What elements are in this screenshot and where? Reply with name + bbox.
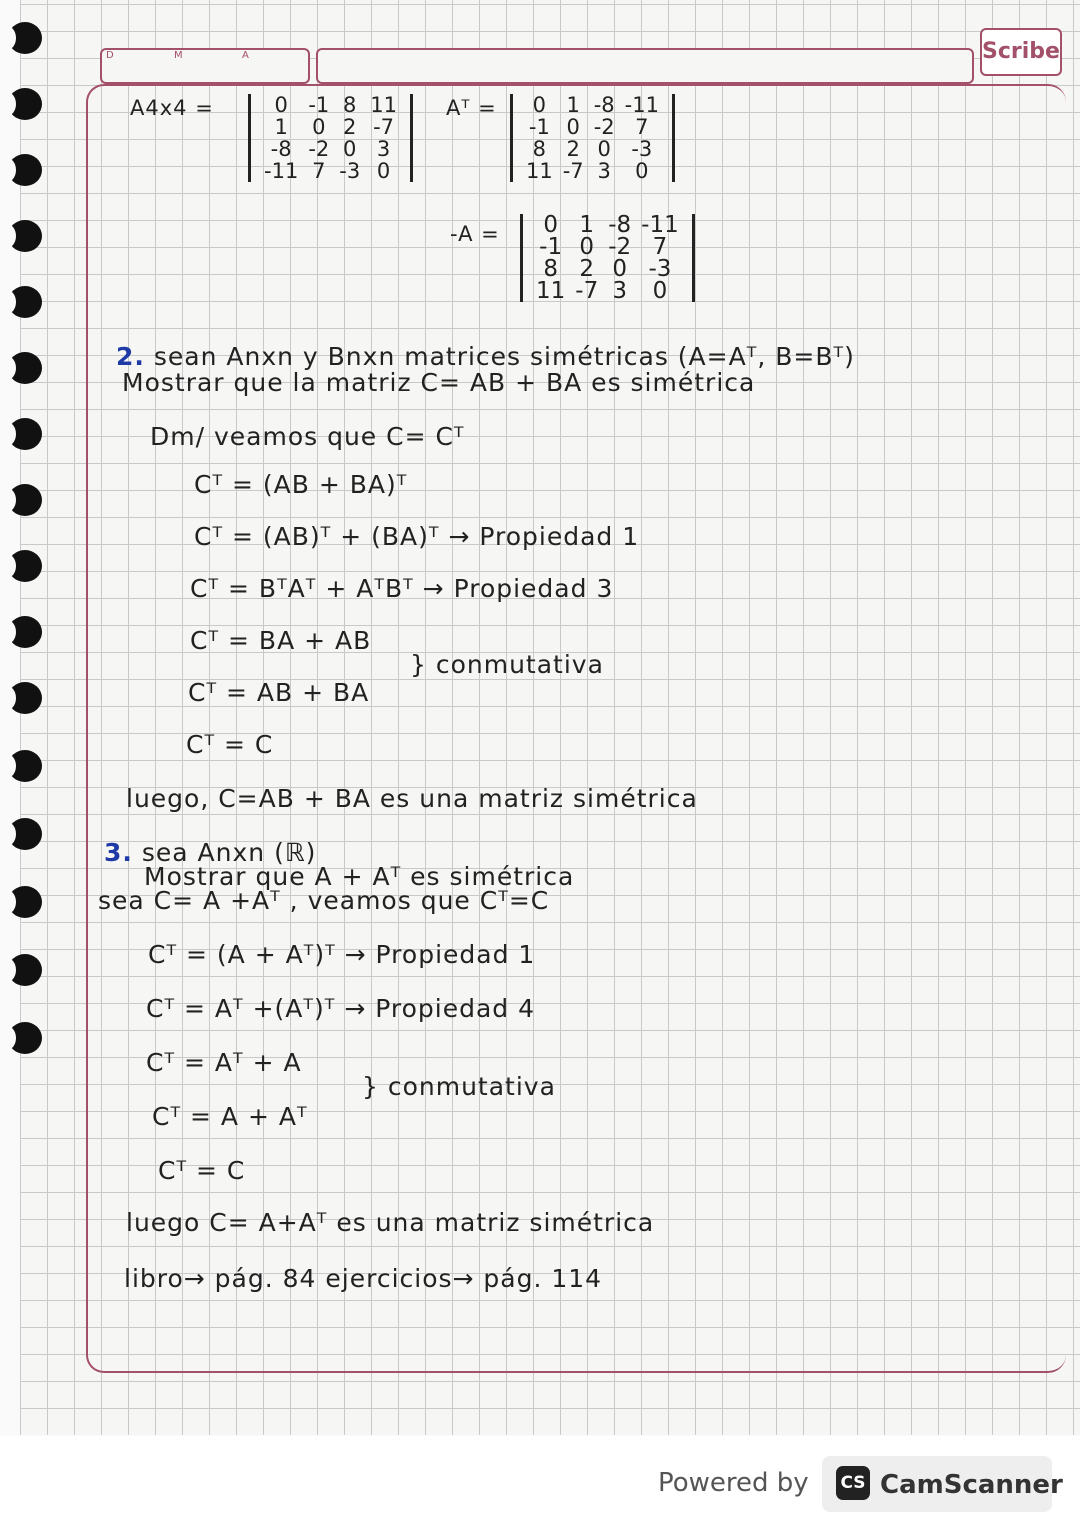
- matrix-cell: 2: [579, 256, 595, 282]
- ex3-line: Cᵀ = Aᵀ +(Aᵀ)ᵀ → Propiedad 4: [146, 994, 535, 1023]
- ring-icon: [8, 154, 42, 186]
- matrix-cell: 0: [612, 256, 627, 282]
- camscanner-brand: CamScanner: [880, 1470, 1063, 1500]
- matrix-cell: 0: [566, 115, 580, 139]
- scribe-logo: Scribe: [980, 28, 1062, 76]
- matrix-row: [531, 236, 684, 258]
- ex2-number: 2.: [116, 342, 145, 371]
- matrix-row: [259, 94, 402, 116]
- ex2-line: Cᵀ = BA + AB: [190, 626, 372, 655]
- ring-icon: [8, 954, 42, 986]
- day-label: D: [106, 50, 114, 61]
- matrix-neg-a: [520, 214, 695, 302]
- ex2-statement-line1: [116, 342, 855, 371]
- matrix-cell: 0: [343, 137, 357, 161]
- matrix-cell: 0: [597, 137, 611, 161]
- matrix-cell: 1: [566, 93, 580, 117]
- matrix-cell: 0: [274, 93, 288, 117]
- ring-icon: [8, 88, 42, 120]
- ex3-line: Cᵀ = (A + Aᵀ)ᵀ → Propiedad 1: [148, 940, 536, 969]
- matrix-cell: -2: [593, 115, 615, 139]
- matrix-cell: 0: [312, 115, 326, 139]
- matrix-cell: -3: [339, 159, 361, 183]
- ex3-conclusion: luego C= A+Aᵀ es una matriz simétrica: [126, 1208, 655, 1237]
- ring-icon: [8, 682, 42, 714]
- matrix-at-label: Aᵀ =: [446, 96, 497, 120]
- ex2-statement-line2: Mostrar que la matriz C= AB + BA es simétrica: [122, 368, 756, 397]
- matrix-cell: 2: [343, 115, 357, 139]
- matrix-cell: 2: [566, 137, 580, 161]
- ex3-statement1: sea Anxn (ℝ): [141, 838, 317, 867]
- matrix-cell: 11: [370, 93, 397, 117]
- matrix-cell: 0: [376, 159, 391, 183]
- matrix-cell: 3: [612, 278, 627, 304]
- ex2-line: Dm/ veamos que C= Cᵀ: [150, 422, 465, 451]
- matrix-neg-a-label: -A =: [450, 222, 500, 246]
- ex3-line: Cᵀ = A + Aᵀ: [152, 1102, 308, 1131]
- matrix-cell: 8: [543, 256, 558, 282]
- title-box: [316, 48, 974, 84]
- matrix-cell: 7: [312, 159, 326, 183]
- ring-icon: [8, 750, 42, 782]
- matrix-cell: -1: [528, 115, 550, 139]
- matrix-row: [531, 258, 684, 280]
- matrix-cell: -11: [264, 159, 299, 183]
- ring-icon: [8, 418, 42, 450]
- matrix-a: [248, 94, 413, 182]
- ex2-line: Cᵀ = BᵀAᵀ + AᵀBᵀ → Propiedad 3: [190, 574, 614, 603]
- ring-icon: [8, 484, 42, 516]
- matrix-cell: 3: [597, 159, 611, 183]
- matrix-cell: 3: [376, 137, 391, 161]
- ex3-reference: libro→ pág. 84 ejercicios→ pág. 114: [124, 1264, 603, 1293]
- matrix-cell: -8: [608, 212, 632, 238]
- matrix-cell: -7: [562, 159, 584, 183]
- matrix-cell: 7: [635, 115, 649, 139]
- ring-icon: [8, 286, 42, 318]
- matrix-row: [259, 138, 402, 160]
- matrix-row: [259, 116, 402, 138]
- matrix-cell: 11: [526, 159, 553, 183]
- matrix-cell: -7: [575, 278, 599, 304]
- matrix-cell: -11: [641, 212, 679, 238]
- ring-icon: [8, 616, 42, 648]
- matrix-cell: -2: [608, 234, 632, 260]
- matrix-row: [521, 138, 664, 160]
- ex2-conclusion: luego, C=AB + BA es una matriz simétrica: [126, 784, 698, 813]
- matrix-cell: -7: [373, 115, 395, 139]
- ring-icon: [8, 818, 42, 850]
- matrix-cell: -1: [308, 93, 330, 117]
- matrix-cell: 8: [532, 137, 547, 161]
- matrix-cell: 7: [652, 234, 668, 260]
- ring-icon: [8, 1022, 42, 1054]
- ex3-statement-line2: Mostrar que A + Aᵀ es simétrica: [144, 862, 575, 891]
- ex3-line: Cᵀ = C: [158, 1156, 246, 1185]
- ex3-brace-note: } conmutativa: [362, 1072, 556, 1101]
- ex2-line: Cᵀ = (AB)ᵀ + (BA)ᵀ → Propiedad 1: [194, 522, 640, 551]
- ex3-statement-line3: sea C= A +Aᵀ , veamos que Cᵀ=C: [98, 886, 550, 915]
- matrix-row: [521, 94, 664, 116]
- ring-icon: [8, 220, 42, 252]
- matrix-row: [521, 160, 664, 182]
- matrix-cell: -11: [624, 93, 659, 117]
- ex2-line: Cᵀ = AB + BA: [188, 678, 370, 707]
- ring-icon: [8, 22, 42, 54]
- matrix-cell: 0: [652, 278, 668, 304]
- camscanner-logo-icon: CS: [836, 1466, 870, 1500]
- ex2-brace-note: } conmutativa: [410, 650, 604, 679]
- ex2-statement1: sean Anxn y Bnxn matrices simétricas (A=Aᵀ, B=Bᵀ): [153, 342, 855, 371]
- ex2-line: Cᵀ = C: [186, 730, 274, 759]
- matrix-cell: -8: [593, 93, 615, 117]
- matrix-cell: 0: [543, 212, 558, 238]
- matrix-cell: -3: [648, 256, 672, 282]
- ring-icon: [8, 550, 42, 582]
- powered-by-text: Powered by: [658, 1468, 809, 1498]
- matrix-cell: -2: [308, 137, 330, 161]
- matrix-cell: 8: [343, 93, 357, 117]
- ring-icon: [8, 352, 42, 384]
- matrix-cell: 11: [536, 278, 566, 304]
- matrix-cell: 0: [635, 159, 649, 183]
- matrix-cell: 1: [579, 212, 595, 238]
- matrix-cell: -1: [539, 234, 563, 260]
- matrix-a-label: A4x4 =: [130, 96, 214, 120]
- date-box: [100, 48, 310, 84]
- ex3-number: 3.: [104, 838, 133, 867]
- matrix-row: [521, 116, 664, 138]
- matrix-cell: -3: [631, 137, 653, 161]
- month-label: M: [174, 50, 183, 61]
- year-label: A: [242, 50, 249, 61]
- matrix-row: [259, 160, 402, 182]
- ring-icon: [8, 886, 42, 918]
- matrix-row: [531, 280, 684, 302]
- matrix-a-transpose: [510, 94, 675, 182]
- matrix-cell: 0: [532, 93, 547, 117]
- matrix-cell: 0: [579, 234, 595, 260]
- matrix-cell: -8: [270, 137, 292, 161]
- matrix-cell: 1: [274, 115, 288, 139]
- ex2-line: Cᵀ = (AB + BA)ᵀ: [194, 470, 408, 499]
- ex3-line: Cᵀ = Aᵀ + A: [146, 1048, 302, 1077]
- matrix-row: [531, 214, 684, 236]
